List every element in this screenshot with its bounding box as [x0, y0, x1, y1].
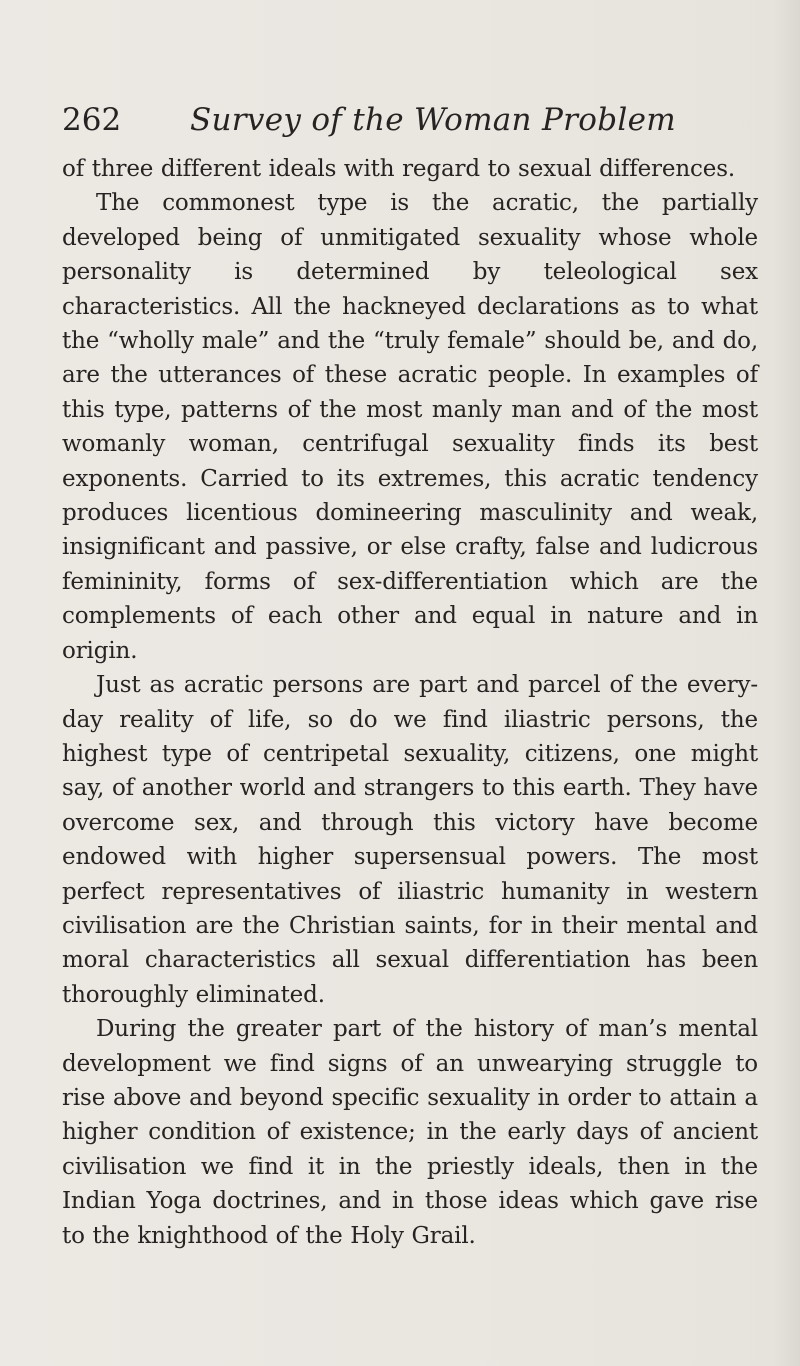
page-number: 262 — [62, 102, 122, 138]
paragraph-iliastric-type: Just as acratic persons are part and parcel of the every-day reality of life, so do we find iliastric persons, the highest type of centripetal sexuality, citizens, one might say, of another world and strangers to this earth. They have overcome sex, and through this victory have become endowed with higher supersensual powers. The most perfect representatives of iliastric humanity in western civilisation are the Christian saints, for in their mental and moral characteristics all sexual differentiation has been thoroughly eliminated. — [62, 672, 758, 1008]
paragraph-continued: of three different ideals with regard to sexual differences. — [62, 156, 736, 182]
running-title: Survey of the Woman Problem — [190, 102, 676, 138]
running-head — [62, 96, 758, 144]
paragraph-acratic-type: The commonest type is the acratic, the partially developed being of unmitigated sexuality whose whole personality is determined by teleological sex characteristics. All the hackneyed declarations as to what the “wholly male” and the “truly female” should be, and do, are the utterances of these acratic people. In examples of this type, patterns of the most manly man and of the most womanly woman, centrifugal sexuality finds its best exponents. Carried to its extremes, this acratic tendency produces licentious domineering masculinity and weak, insignificant and passive, or else crafty, false and ludicrous femininity, forms of sex-differentiation which are the complements of each other and equal in nature and in origin. — [62, 190, 758, 664]
page-edge-shadow — [772, 0, 800, 1366]
body-text — [62, 152, 758, 1253]
paragraph-history-struggle: During the greater part of the history of man’s mental development we find signs of an unwearying struggle to rise above and beyond specific sexuality in order to attain a higher condition of existence; in the early days of ancient civilisation we find it in the priestly ideals, then in the Indian Yoga doctrines, and in those ideas which gave rise to the knighthood of the Holy Grail. — [62, 1016, 758, 1249]
